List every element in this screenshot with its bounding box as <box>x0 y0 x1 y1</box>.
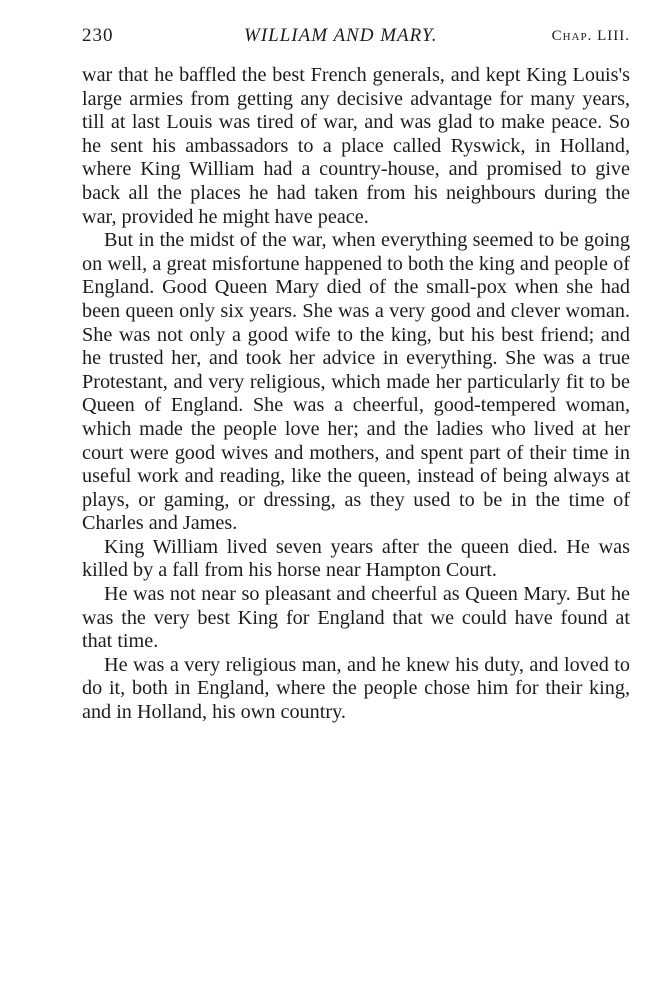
paragraph-1: war that he baffled the best French generals, and kept King Louis's large armies from getting any decisive advantage for many years, till at last Louis was tired of war, and was glad to make peace. So he sent his ambassadors to a place called Ryswick, in Holland, where King William had a country-house, and promised to give back all the places he had taken from his neighbours during the war, provided he might have peace. <box>82 64 630 228</box>
page-number: 230 <box>82 25 114 46</box>
paragraph-3: King William lived seven years after the queen died. He was killed by a fall from his horse near Hampton Court. <box>82 535 630 582</box>
paragraph-5: He was a very religious man, and he knew his duty, and loved to do it, both in England, where the people chose him for their king, and in Holland, his own country. <box>82 653 630 724</box>
body-text <box>82 64 630 725</box>
page-header <box>82 22 630 50</box>
paragraph-4: He was not near so pleasant and cheerful as Queen Mary. But he was the very best King for England that we could have found at that time. <box>82 583 630 653</box>
paragraph-2: But in the midst of the war, when everything seemed to be going on well, a great misfortune happened to both the king and people of England. Good Queen Mary died of the small-pox when she had been queen only six years. She was a very good and clever woman. She was not only a good wife to the king, but his best friend; and he trusted her, and took her advice in everything. She was a true Protestant, and very religious, which made her particularly fit to be Queen of England. She was a cheerful, good-tempered woman, which made the people love her; and the ladies who lived at her court were good wives and mothers, and spent part of their time in useful work and reading, like the queen, instead of being always at plays, or gaming, or dressing, as they used to be in the time of Charles and James. <box>82 229 630 535</box>
chapter-label: Chap. LIII. <box>551 28 630 44</box>
running-title: WILLIAM AND MARY. <box>244 25 438 46</box>
